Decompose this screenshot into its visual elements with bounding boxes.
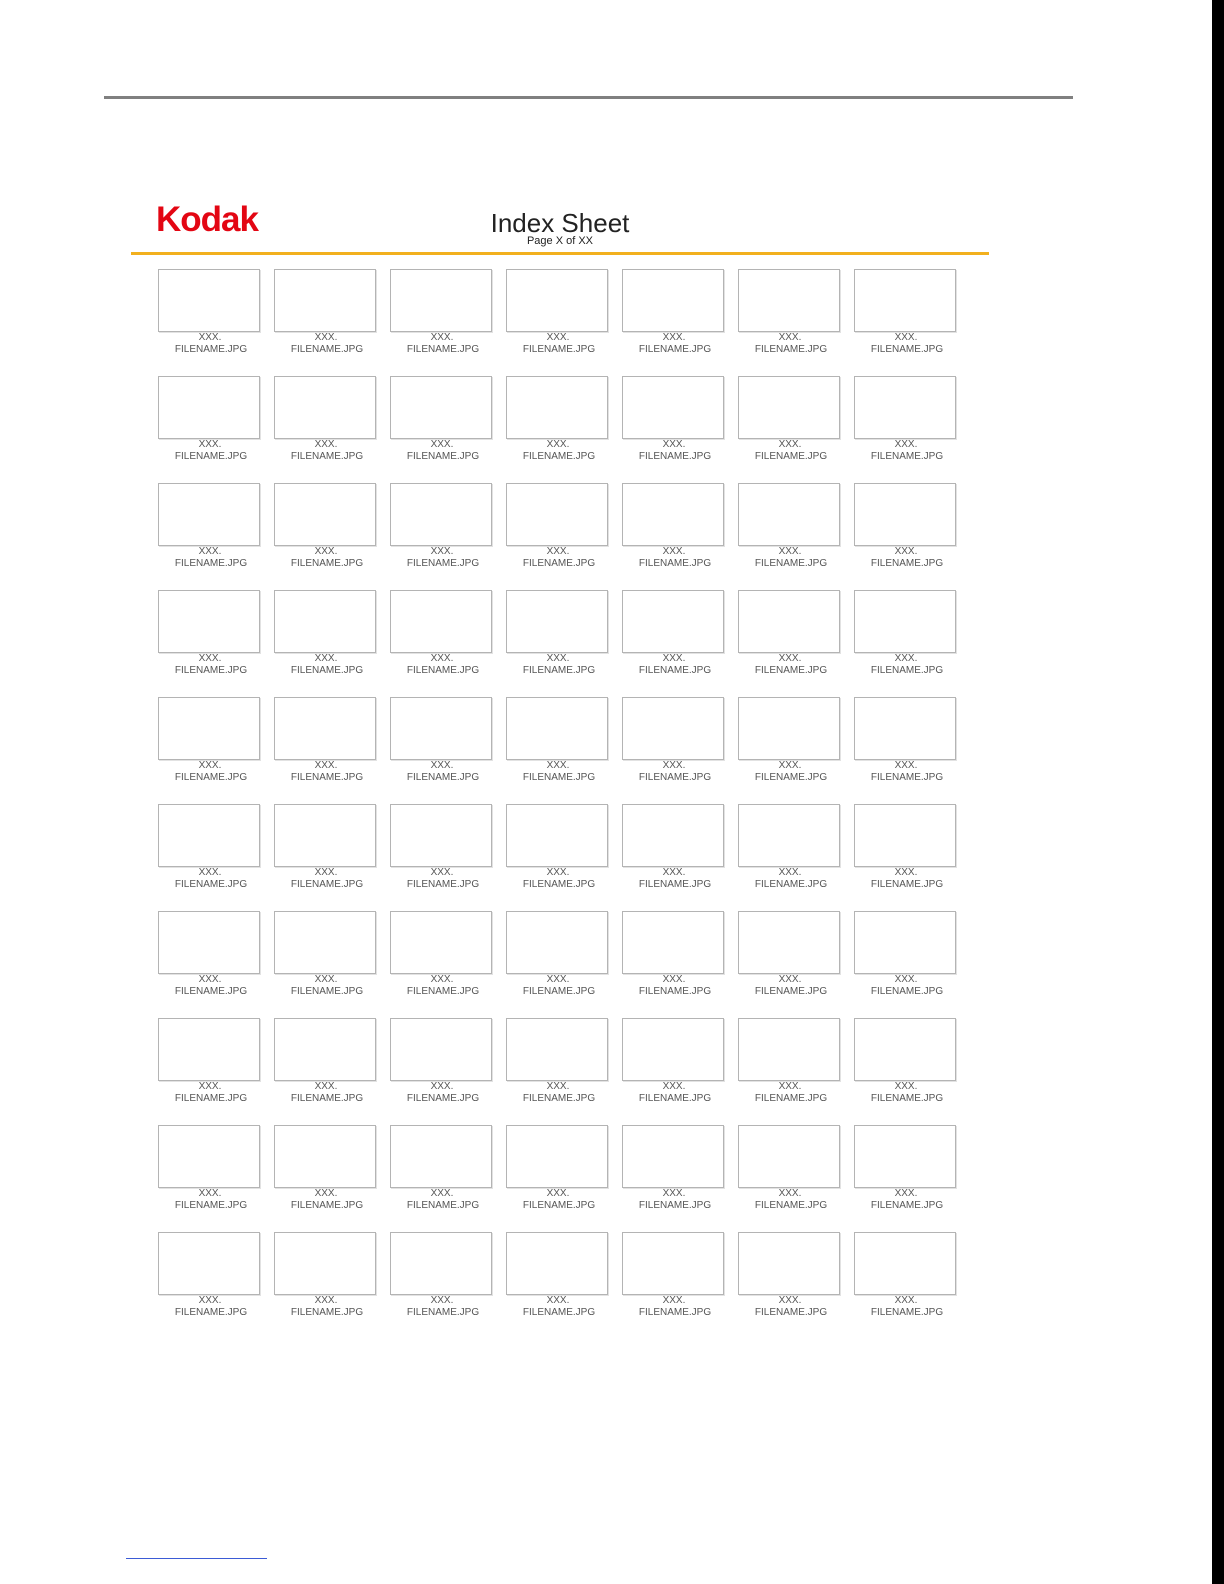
thumbnail-number: XXX. bbox=[430, 1188, 454, 1199]
thumbnail-frame bbox=[854, 1125, 956, 1188]
thumbnail-filename: FILENAME.JPG bbox=[870, 451, 944, 462]
thumbnail-frame bbox=[854, 1232, 956, 1295]
thumbnail-filename: FILENAME.JPG bbox=[870, 1093, 944, 1104]
thumbnail-frame bbox=[506, 697, 608, 760]
thumbnail-number: XXX. bbox=[546, 1295, 570, 1306]
thumbnail-frame bbox=[506, 1125, 608, 1188]
thumbnail-filename: FILENAME.JPG bbox=[522, 1200, 596, 1211]
thumbnail-filename: FILENAME.JPG bbox=[406, 665, 480, 676]
thumbnail-filename: FILENAME.JPG bbox=[754, 665, 828, 676]
thumbnail-frame bbox=[506, 483, 608, 546]
thumbnail-frame bbox=[158, 804, 260, 867]
thumbnail-frame bbox=[158, 1018, 260, 1081]
thumbnail-number: XXX. bbox=[546, 974, 570, 985]
thumbnail-frame bbox=[622, 269, 724, 332]
thumbnail-cell bbox=[738, 376, 840, 469]
thumbnail-cell bbox=[274, 911, 376, 1004]
thumbnail-cell bbox=[506, 483, 608, 576]
thumbnail-number: XXX. bbox=[198, 1081, 222, 1092]
thumbnail-cell bbox=[274, 1232, 376, 1325]
thumbnail-number: XXX. bbox=[430, 439, 454, 450]
thumbnail-filename: FILENAME.JPG bbox=[290, 1093, 364, 1104]
thumbnail-frame bbox=[390, 590, 492, 653]
thumbnail-number: XXX. bbox=[314, 332, 338, 343]
thumbnail-cell bbox=[622, 1232, 724, 1325]
thumbnail-number: XXX. bbox=[430, 760, 454, 771]
thumbnail-filename: FILENAME.JPG bbox=[174, 879, 248, 890]
thumbnail-cell bbox=[158, 590, 260, 683]
thumbnail-cell bbox=[854, 697, 956, 790]
thumbnail-frame bbox=[506, 1232, 608, 1295]
thumbnail-cell bbox=[622, 376, 724, 469]
thumbnail-frame bbox=[622, 483, 724, 546]
thumbnail-cell bbox=[158, 269, 260, 362]
thumbnail-frame bbox=[738, 911, 840, 974]
thumbnail-cell bbox=[738, 1018, 840, 1111]
thumbnail-filename: FILENAME.JPG bbox=[174, 772, 248, 783]
thumbnail-number: XXX. bbox=[894, 760, 918, 771]
thumbnail-frame bbox=[622, 1125, 724, 1188]
thumbnail-frame bbox=[506, 376, 608, 439]
thumbnail-cell bbox=[622, 911, 724, 1004]
thumbnail-filename: FILENAME.JPG bbox=[754, 1093, 828, 1104]
thumbnail-cell bbox=[390, 697, 492, 790]
page-edge-bar bbox=[1212, 0, 1224, 1584]
thumbnail-number: XXX. bbox=[894, 439, 918, 450]
thumbnail-filename: FILENAME.JPG bbox=[870, 1307, 944, 1318]
thumbnail-number: XXX. bbox=[778, 867, 802, 878]
thumbnail-cell bbox=[622, 1125, 724, 1218]
thumbnail-filename: FILENAME.JPG bbox=[406, 1307, 480, 1318]
thumbnail-filename: FILENAME.JPG bbox=[870, 772, 944, 783]
thumbnail-number: XXX. bbox=[662, 867, 686, 878]
thumbnail-frame bbox=[158, 1125, 260, 1188]
thumbnail-number: XXX. bbox=[430, 974, 454, 985]
thumbnail-number: XXX. bbox=[894, 1081, 918, 1092]
thumbnail-filename: FILENAME.JPG bbox=[754, 772, 828, 783]
thumbnail-frame bbox=[274, 804, 376, 867]
thumbnail-filename: FILENAME.JPG bbox=[754, 344, 828, 355]
sheet-title: Index Sheet bbox=[490, 208, 630, 238]
thumbnail-frame bbox=[390, 483, 492, 546]
thumbnail-filename: FILENAME.JPG bbox=[638, 986, 712, 997]
thumbnail-cell bbox=[274, 483, 376, 576]
thumbnail-number: XXX. bbox=[778, 332, 802, 343]
thumbnail-filename: FILENAME.JPG bbox=[870, 1200, 944, 1211]
thumbnail-frame bbox=[854, 376, 956, 439]
thumbnail-filename: FILENAME.JPG bbox=[522, 1093, 596, 1104]
thumbnail-filename: FILENAME.JPG bbox=[870, 879, 944, 890]
thumbnail-number: XXX. bbox=[894, 332, 918, 343]
thumbnail-number: XXX. bbox=[198, 653, 222, 664]
thumbnail-frame bbox=[622, 911, 724, 974]
thumbnail-filename: FILENAME.JPG bbox=[754, 986, 828, 997]
thumbnail-cell bbox=[274, 1018, 376, 1111]
thumbnail-number: XXX. bbox=[546, 760, 570, 771]
thumbnail-number: XXX. bbox=[198, 439, 222, 450]
thumbnail-frame bbox=[738, 1232, 840, 1295]
thumbnail-frame bbox=[390, 376, 492, 439]
thumbnail-cell bbox=[390, 590, 492, 683]
thumbnail-number: XXX. bbox=[894, 1188, 918, 1199]
thumbnail-number: XXX. bbox=[198, 1295, 222, 1306]
thumbnail-number: XXX. bbox=[314, 1188, 338, 1199]
thumbnail-filename: FILENAME.JPG bbox=[174, 665, 248, 676]
thumbnail-filename: FILENAME.JPG bbox=[638, 451, 712, 462]
thumbnail-number: XXX. bbox=[314, 760, 338, 771]
thumbnail-cell bbox=[622, 1018, 724, 1111]
thumbnail-cell bbox=[158, 697, 260, 790]
thumbnail-number: XXX. bbox=[894, 1295, 918, 1306]
thumbnail-frame bbox=[390, 1018, 492, 1081]
thumbnail-number: XXX. bbox=[662, 439, 686, 450]
thumbnail-filename: FILENAME.JPG bbox=[638, 558, 712, 569]
thumbnail-filename: FILENAME.JPG bbox=[870, 665, 944, 676]
thumbnail-number: XXX. bbox=[430, 1081, 454, 1092]
thumbnail-cell bbox=[622, 590, 724, 683]
thumbnail-frame bbox=[274, 269, 376, 332]
thumbnail-filename: FILENAME.JPG bbox=[174, 1200, 248, 1211]
thumbnail-frame bbox=[158, 376, 260, 439]
thumbnail-frame bbox=[622, 1018, 724, 1081]
thumbnail-frame bbox=[738, 590, 840, 653]
thumbnail-filename: FILENAME.JPG bbox=[754, 558, 828, 569]
thumbnail-frame bbox=[274, 697, 376, 760]
thumbnail-frame bbox=[506, 911, 608, 974]
thumbnail-cell bbox=[506, 1018, 608, 1111]
thumbnail-frame bbox=[854, 911, 956, 974]
thumbnail-number: XXX. bbox=[430, 653, 454, 664]
thumbnail-cell bbox=[854, 376, 956, 469]
thumbnail-filename: FILENAME.JPG bbox=[754, 451, 828, 462]
thumbnail-frame bbox=[506, 1018, 608, 1081]
thumbnail-cell bbox=[854, 911, 956, 1004]
thumbnail-number: XXX. bbox=[314, 1081, 338, 1092]
thumbnail-number: XXX. bbox=[198, 760, 222, 771]
thumbnail-frame bbox=[158, 911, 260, 974]
thumbnail-frame bbox=[622, 697, 724, 760]
thumbnail-cell bbox=[854, 1125, 956, 1218]
thumbnail-cell bbox=[390, 1125, 492, 1218]
thumbnail-number: XXX. bbox=[662, 332, 686, 343]
thumbnail-filename: FILENAME.JPG bbox=[290, 558, 364, 569]
thumbnail-cell bbox=[738, 1125, 840, 1218]
thumbnail-cell bbox=[622, 697, 724, 790]
thumbnail-filename: FILENAME.JPG bbox=[406, 772, 480, 783]
thumbnail-cell bbox=[622, 804, 724, 897]
thumbnail-frame bbox=[274, 376, 376, 439]
thumbnail-frame bbox=[274, 911, 376, 974]
thumbnail-cell bbox=[506, 269, 608, 362]
thumbnail-number: XXX. bbox=[546, 332, 570, 343]
thumbnail-number: XXX. bbox=[778, 1188, 802, 1199]
thumbnail-filename: FILENAME.JPG bbox=[638, 1093, 712, 1104]
thumbnail-cell bbox=[738, 697, 840, 790]
thumbnail-cell bbox=[158, 1232, 260, 1325]
thumbnail-frame bbox=[390, 269, 492, 332]
thumbnail-frame bbox=[158, 1232, 260, 1295]
thumbnail-frame bbox=[158, 697, 260, 760]
thumbnail-cell bbox=[158, 1125, 260, 1218]
thumbnail-cell bbox=[274, 376, 376, 469]
thumbnail-number: XXX. bbox=[894, 974, 918, 985]
thumbnail-number: XXX. bbox=[430, 332, 454, 343]
thumbnail-filename: FILENAME.JPG bbox=[870, 558, 944, 569]
thumbnail-cell bbox=[738, 590, 840, 683]
thumbnail-cell bbox=[738, 911, 840, 1004]
thumbnail-number: XXX. bbox=[314, 653, 338, 664]
thumbnail-frame bbox=[622, 1232, 724, 1295]
thumbnail-cell bbox=[738, 804, 840, 897]
thumbnail-filename: FILENAME.JPG bbox=[174, 1307, 248, 1318]
thumbnail-number: XXX. bbox=[546, 1081, 570, 1092]
thumbnail-filename: FILENAME.JPG bbox=[290, 879, 364, 890]
thumbnail-number: XXX. bbox=[546, 867, 570, 878]
thumbnail-cell bbox=[854, 1232, 956, 1325]
thumbnail-filename: FILENAME.JPG bbox=[522, 665, 596, 676]
thumbnail-frame bbox=[622, 376, 724, 439]
thumbnail-cell bbox=[738, 269, 840, 362]
thumbnail-number: XXX. bbox=[778, 760, 802, 771]
thumbnail-filename: FILENAME.JPG bbox=[174, 1093, 248, 1104]
thumbnail-filename: FILENAME.JPG bbox=[406, 558, 480, 569]
thumbnail-frame bbox=[738, 269, 840, 332]
thumbnail-number: XXX. bbox=[546, 439, 570, 450]
thumbnail-cell bbox=[390, 483, 492, 576]
thumbnail-filename: FILENAME.JPG bbox=[290, 344, 364, 355]
thumbnail-filename: FILENAME.JPG bbox=[754, 1200, 828, 1211]
thumbnail-filename: FILENAME.JPG bbox=[406, 1200, 480, 1211]
thumbnail-cell bbox=[274, 1125, 376, 1218]
thumbnail-cell bbox=[158, 376, 260, 469]
thumbnail-frame bbox=[622, 590, 724, 653]
thumbnail-filename: FILENAME.JPG bbox=[870, 986, 944, 997]
thumbnail-filename: FILENAME.JPG bbox=[638, 665, 712, 676]
thumbnail-frame bbox=[738, 376, 840, 439]
footer-link-underline bbox=[126, 1558, 267, 1559]
thumbnail-filename: FILENAME.JPG bbox=[290, 451, 364, 462]
thumbnail-filename: FILENAME.JPG bbox=[406, 1093, 480, 1104]
thumbnail-number: XXX. bbox=[314, 439, 338, 450]
thumbnail-number: XXX. bbox=[198, 974, 222, 985]
thumbnail-number: XXX. bbox=[314, 546, 338, 557]
thumbnail-number: XXX. bbox=[662, 1081, 686, 1092]
thumbnail-filename: FILENAME.JPG bbox=[638, 1307, 712, 1318]
thumbnail-frame bbox=[854, 590, 956, 653]
thumbnail-number: XXX. bbox=[430, 1295, 454, 1306]
thumbnail-cell bbox=[274, 269, 376, 362]
thumbnail-number: XXX. bbox=[778, 974, 802, 985]
thumbnail-cell bbox=[390, 911, 492, 1004]
thumbnail-cell bbox=[854, 483, 956, 576]
thumbnail-number: XXX. bbox=[778, 653, 802, 664]
thumbnail-filename: FILENAME.JPG bbox=[522, 451, 596, 462]
thumbnail-cell bbox=[390, 376, 492, 469]
thumbnail-frame bbox=[390, 804, 492, 867]
thumbnail-frame bbox=[506, 269, 608, 332]
thumbnail-frame bbox=[390, 911, 492, 974]
thumbnail-grid bbox=[158, 269, 956, 1325]
thumbnail-number: XXX. bbox=[430, 546, 454, 557]
thumbnail-filename: FILENAME.JPG bbox=[638, 1200, 712, 1211]
thumbnail-filename: FILENAME.JPG bbox=[754, 1307, 828, 1318]
thumbnail-filename: FILENAME.JPG bbox=[754, 879, 828, 890]
thumbnail-number: XXX. bbox=[546, 1188, 570, 1199]
thumbnail-number: XXX. bbox=[778, 1081, 802, 1092]
thumbnail-filename: FILENAME.JPG bbox=[870, 344, 944, 355]
thumbnail-filename: FILENAME.JPG bbox=[174, 451, 248, 462]
thumbnail-cell bbox=[738, 483, 840, 576]
thumbnail-frame bbox=[854, 1018, 956, 1081]
thumbnail-number: XXX. bbox=[198, 1188, 222, 1199]
thumbnail-cell bbox=[158, 804, 260, 897]
thumbnail-number: XXX. bbox=[662, 653, 686, 664]
thumbnail-filename: FILENAME.JPG bbox=[174, 558, 248, 569]
thumbnail-number: XXX. bbox=[778, 439, 802, 450]
thumbnail-frame bbox=[274, 1125, 376, 1188]
thumbnail-frame bbox=[506, 804, 608, 867]
thumbnail-number: XXX. bbox=[546, 653, 570, 664]
thumbnail-frame bbox=[738, 804, 840, 867]
thumbnail-cell bbox=[854, 1018, 956, 1111]
thumbnail-cell bbox=[158, 483, 260, 576]
thumbnail-frame bbox=[158, 590, 260, 653]
thumbnail-number: XXX. bbox=[314, 867, 338, 878]
thumbnail-number: XXX. bbox=[778, 546, 802, 557]
thumbnail-cell bbox=[854, 804, 956, 897]
thumbnail-number: XXX. bbox=[662, 546, 686, 557]
thumbnail-frame bbox=[274, 483, 376, 546]
thumbnail-filename: FILENAME.JPG bbox=[406, 879, 480, 890]
thumbnail-number: XXX. bbox=[198, 867, 222, 878]
thumbnail-cell bbox=[274, 804, 376, 897]
thumbnail-filename: FILENAME.JPG bbox=[290, 986, 364, 997]
thumbnail-number: XXX. bbox=[430, 867, 454, 878]
thumbnail-frame bbox=[390, 697, 492, 760]
thumbnail-number: XXX. bbox=[894, 546, 918, 557]
thumbnail-number: XXX. bbox=[662, 1295, 686, 1306]
thumbnail-number: XXX. bbox=[662, 760, 686, 771]
thumbnail-cell bbox=[390, 1232, 492, 1325]
thumbnail-frame bbox=[158, 269, 260, 332]
thumbnail-cell bbox=[506, 911, 608, 1004]
thumbnail-filename: FILENAME.JPG bbox=[522, 344, 596, 355]
thumbnail-filename: FILENAME.JPG bbox=[522, 879, 596, 890]
thumbnail-number: XXX. bbox=[662, 1188, 686, 1199]
page-indicator: Page X of XX bbox=[526, 235, 594, 247]
thumbnail-cell bbox=[390, 804, 492, 897]
thumbnail-filename: FILENAME.JPG bbox=[290, 665, 364, 676]
thumbnail-frame bbox=[274, 1018, 376, 1081]
thumbnail-cell bbox=[506, 590, 608, 683]
thumbnail-frame bbox=[738, 1125, 840, 1188]
thumbnail-filename: FILENAME.JPG bbox=[638, 772, 712, 783]
header-rule bbox=[131, 252, 989, 255]
thumbnail-frame bbox=[274, 590, 376, 653]
thumbnail-filename: FILENAME.JPG bbox=[638, 879, 712, 890]
thumbnail-filename: FILENAME.JPG bbox=[406, 344, 480, 355]
thumbnail-filename: FILENAME.JPG bbox=[522, 1307, 596, 1318]
thumbnail-filename: FILENAME.JPG bbox=[290, 772, 364, 783]
thumbnail-frame bbox=[738, 697, 840, 760]
thumbnail-frame bbox=[738, 1018, 840, 1081]
thumbnail-frame bbox=[390, 1232, 492, 1295]
thumbnail-number: XXX. bbox=[546, 546, 570, 557]
thumbnail-frame bbox=[158, 483, 260, 546]
thumbnail-cell bbox=[274, 697, 376, 790]
thumbnail-filename: FILENAME.JPG bbox=[638, 344, 712, 355]
thumbnail-filename: FILENAME.JPG bbox=[522, 558, 596, 569]
thumbnail-filename: FILENAME.JPG bbox=[406, 986, 480, 997]
thumbnail-filename: FILENAME.JPG bbox=[290, 1307, 364, 1318]
thumbnail-frame bbox=[506, 590, 608, 653]
thumbnail-frame bbox=[274, 1232, 376, 1295]
thumbnail-number: XXX. bbox=[662, 974, 686, 985]
thumbnail-frame bbox=[390, 1125, 492, 1188]
thumbnail-cell bbox=[622, 269, 724, 362]
thumbnail-frame bbox=[854, 269, 956, 332]
thumbnail-filename: FILENAME.JPG bbox=[406, 451, 480, 462]
thumbnail-frame bbox=[854, 804, 956, 867]
thumbnail-filename: FILENAME.JPG bbox=[290, 1200, 364, 1211]
thumbnail-cell bbox=[390, 1018, 492, 1111]
thumbnail-cell bbox=[274, 590, 376, 683]
thumbnail-cell bbox=[622, 483, 724, 576]
thumbnail-frame bbox=[854, 697, 956, 760]
thumbnail-filename: FILENAME.JPG bbox=[174, 986, 248, 997]
thumbnail-cell bbox=[506, 804, 608, 897]
thumbnail-number: XXX. bbox=[314, 974, 338, 985]
thumbnail-cell bbox=[854, 269, 956, 362]
thumbnail-number: XXX. bbox=[778, 1295, 802, 1306]
thumbnail-number: XXX. bbox=[894, 867, 918, 878]
thumbnail-filename: FILENAME.JPG bbox=[522, 986, 596, 997]
thumbnail-filename: FILENAME.JPG bbox=[522, 772, 596, 783]
page-top-rule bbox=[104, 96, 1073, 99]
thumbnail-frame bbox=[622, 804, 724, 867]
thumbnail-filename: FILENAME.JPG bbox=[174, 344, 248, 355]
thumbnail-cell bbox=[854, 590, 956, 683]
thumbnail-cell bbox=[158, 911, 260, 1004]
thumbnail-cell bbox=[506, 376, 608, 469]
thumbnail-cell bbox=[506, 1232, 608, 1325]
thumbnail-cell bbox=[506, 697, 608, 790]
thumbnail-number: XXX. bbox=[198, 332, 222, 343]
thumbnail-number: XXX. bbox=[198, 546, 222, 557]
thumbnail-cell bbox=[390, 269, 492, 362]
kodak-logo: Kodak bbox=[156, 200, 258, 239]
thumbnail-cell bbox=[506, 1125, 608, 1218]
thumbnail-frame bbox=[854, 483, 956, 546]
thumbnail-frame bbox=[738, 483, 840, 546]
thumbnail-number: XXX. bbox=[894, 653, 918, 664]
thumbnail-cell bbox=[158, 1018, 260, 1111]
thumbnail-cell bbox=[738, 1232, 840, 1325]
thumbnail-number: XXX. bbox=[314, 1295, 338, 1306]
